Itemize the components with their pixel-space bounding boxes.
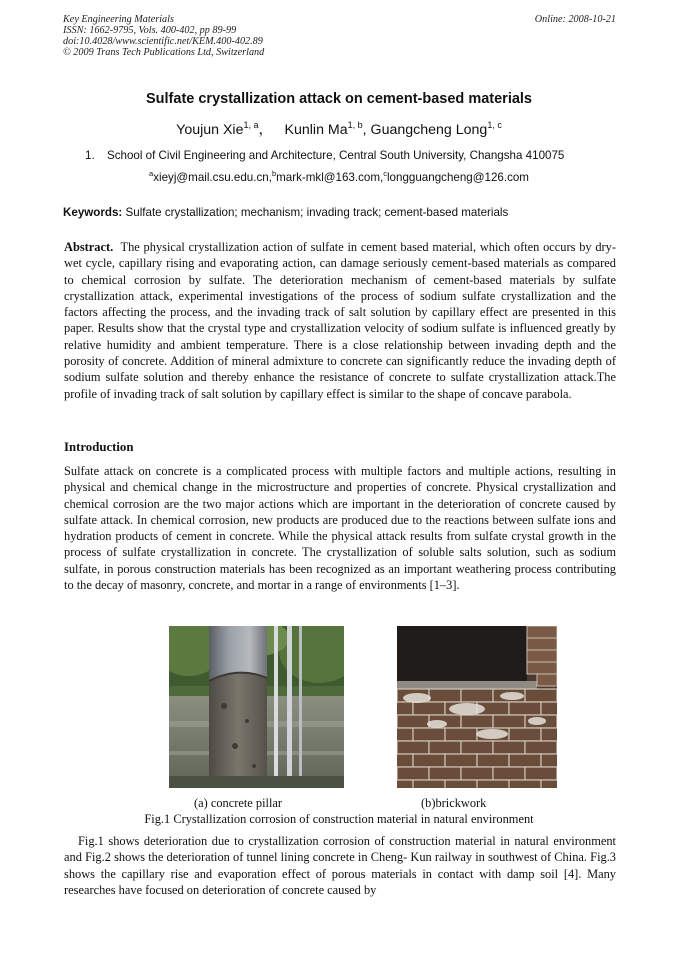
- email-address: longguangcheng@126.com: [386, 171, 529, 184]
- figure-caption: Fig.1 Crystallization corrosion of construction material in natural environment: [144, 812, 534, 826]
- keywords: [63, 206, 508, 219]
- journal-header: [63, 14, 264, 58]
- abstract: [64, 239, 616, 402]
- author-name: Youjun Xie: [176, 122, 244, 138]
- author-list: [0, 119, 678, 139]
- affiliation-number: 1.: [85, 149, 95, 162]
- author-name: Kunlin Ma: [284, 122, 348, 138]
- keywords-text: Sulfate crystallization; mechanism; invading track; cement-based materials: [125, 206, 509, 219]
- author-separator: ,: [362, 122, 367, 138]
- journal-name: Key Engineering Materials: [63, 14, 174, 25]
- email-address: xieyj@mail.csu.edu.cn,: [153, 171, 272, 184]
- keywords-label: Keywords:: [63, 206, 123, 219]
- doi-line: doi:10.4028/www.scientific.net/KEM.400-402.89: [63, 36, 263, 47]
- abstract-label: Abstract.: [64, 240, 114, 254]
- abstract-text: The physical crystallization action of sulfate in cement based material, which often occurs by dry-wet cycle, capillary rising and evaporating action, can damage seriously cement-based materials as compared to chemical corrosion by sulfate. The deterioration mechanism of cement-based materials by sulfate crystallization attack, experimental investigations of the process of sodium sulfate crystallization and the factors affecting the process, and the invading track of salt solution by capillary effect are presented in this paper. Results show that the crystal type and crystallization velocity of sodium sulfate is influenced greatly by relative humidity and ambient temperature. There is a close relationship between invading depth and the porosity of concrete. Addition of mineral admixture to concrete can significantly reduce the invading depth of sodium sulfate solution and thereby enhance the resistance of concrete to sulfate crystallization attack.The profile of invading track of salt solution by capillary effect is similar to the shape of concave parabola.: [64, 240, 616, 401]
- affiliation: [85, 149, 564, 162]
- concrete-pillar-photo: [169, 626, 344, 788]
- email-superscript: a: [149, 169, 154, 178]
- intro-paragraph-2: Fig.1 shows deterioration due to crystallization corrosion of construction material in natural environment and Fig.2 shows the deterioration of tunnel lining concrete in Cheng- Kun railway in southwest of China. Fig.3 shows the capillary rise and evaporation effect of porous materials in contact with damp soil [4]. Many researches have focused on deterioration of concrete caused by: [64, 834, 616, 897]
- intro-paragraph-1: Sulfate attack on concrete is a complicated process with multiple factors and multiple actions, resulting in physical and chemical change in the microstructure and properties of concrete. Physical crystallization and chemical corrosion are the two major actions which are important in the deterioration of concrete caused by sulfate attack. In chemical corrosion, new products are produced due to the reactions between sulfate ions and hydration products of cement in concrete. While the physical attack results from sulfate crystal growth in the process of sulfate crystallization in concrete. The crystallization of soluble salts solution, such as sodium sulfate, in porous construction materials has been recognized as an important weathering process contributing to the decay of masonry, concrete, and mortar in a range of environments [1–3].: [64, 464, 616, 593]
- email-list: [0, 169, 678, 184]
- author-superscript: 1, a: [243, 120, 259, 130]
- figure-caption-a: (a) concrete pillar: [194, 796, 283, 810]
- figure-caption-b: (b)brickwork: [421, 796, 487, 810]
- author-superscript: 1, b: [347, 120, 363, 130]
- author-name: Guangcheng Long: [370, 122, 488, 138]
- copyright-line: © 2009 Trans Tech Publications Ltd, Switzerland: [63, 47, 265, 58]
- figure-brickwork: [397, 626, 557, 788]
- email-superscript: c: [383, 169, 387, 178]
- paper-title: Sulfate crystallization attack on cement-based materials: [146, 91, 532, 107]
- figure-concrete-pillar: [169, 626, 344, 788]
- section-heading: Introduction: [64, 440, 134, 454]
- author-separator: ，: [258, 122, 273, 138]
- email-address: mark-mkl@163.com,: [276, 171, 384, 184]
- online-date: Online: 2008-10-21: [534, 14, 616, 25]
- author-superscript: 1, c: [487, 120, 502, 130]
- email-superscript: b: [271, 169, 277, 178]
- issn-line: ISSN: 1662-9795, Vols. 400-402, pp 89-99: [63, 25, 237, 36]
- affiliation-text: School of Civil Engineering and Architecture, Central South University, Changsha 410075: [107, 149, 565, 162]
- brickwork-photo: [397, 626, 557, 788]
